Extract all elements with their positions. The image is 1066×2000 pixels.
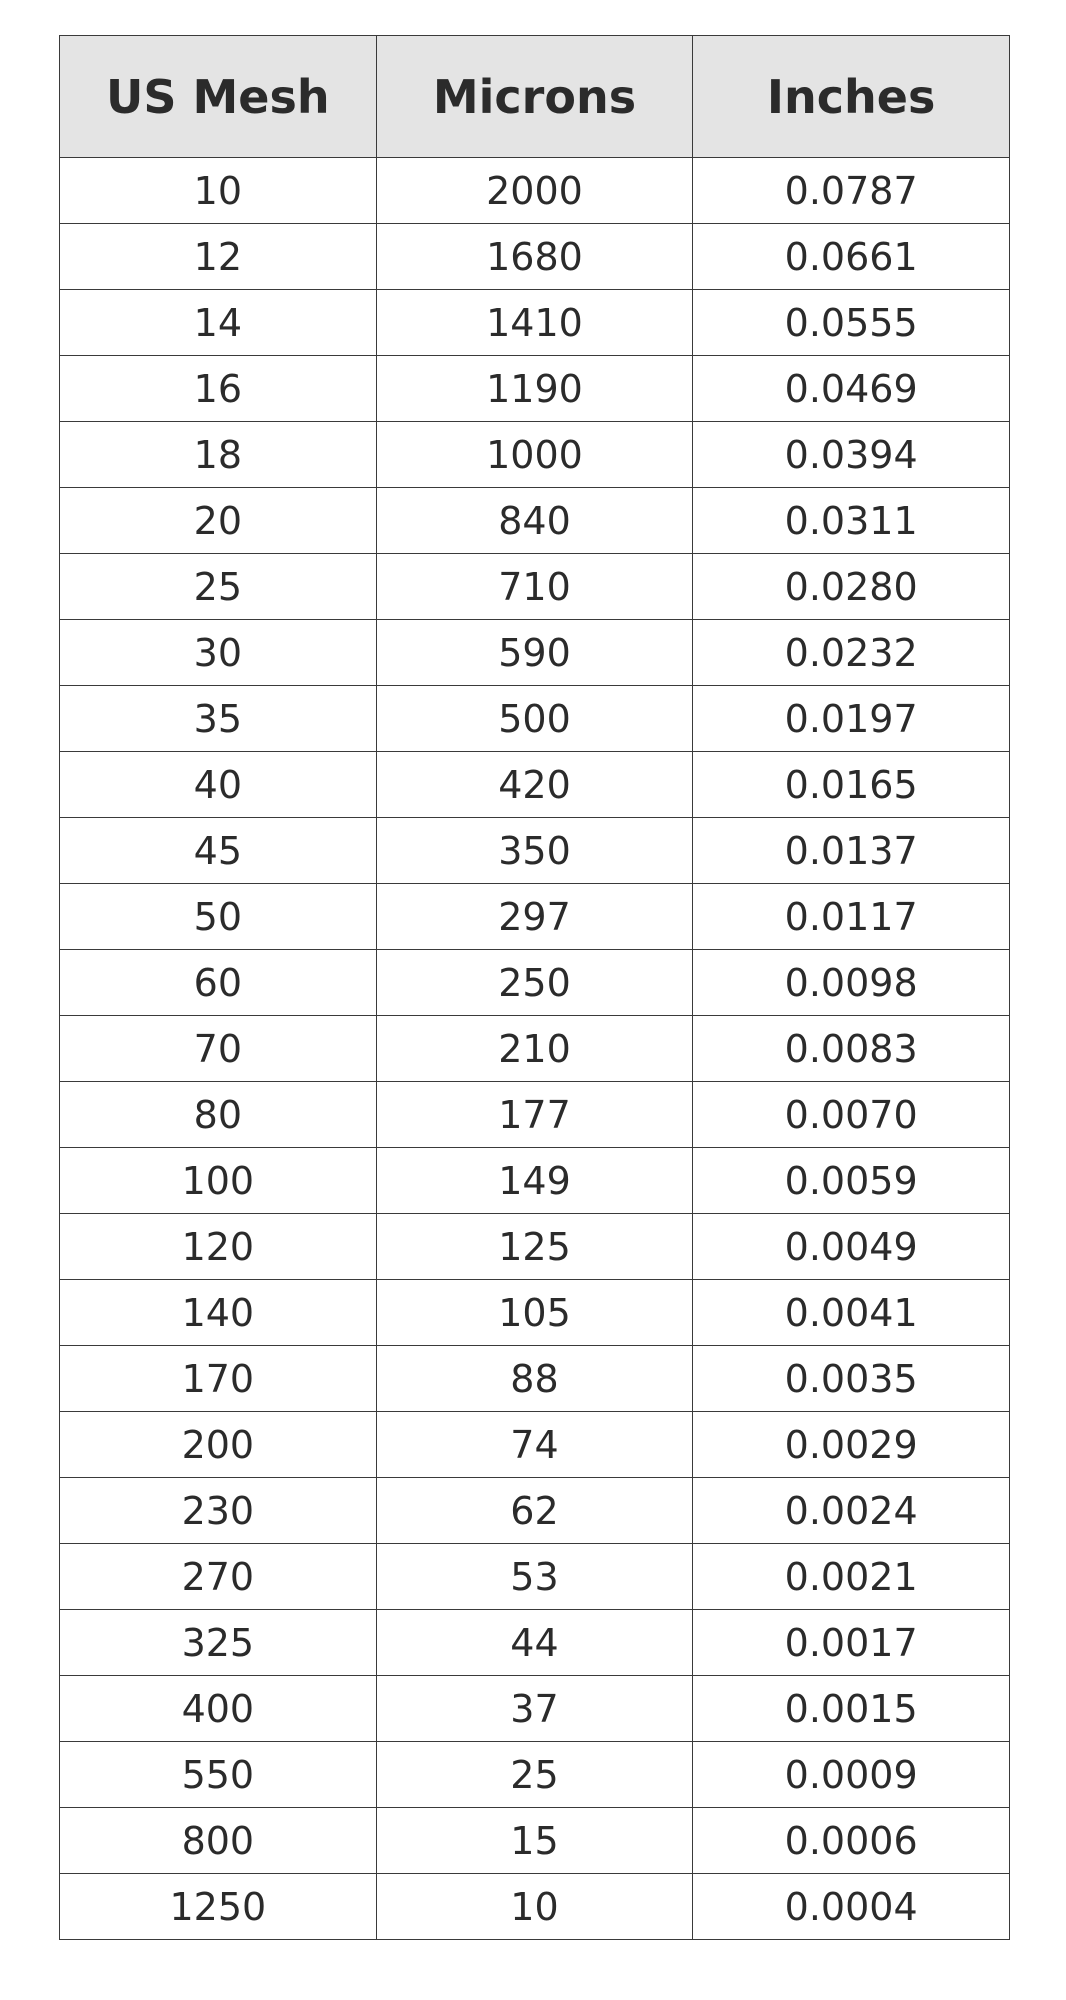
table-row [60,686,1010,752]
table-row [60,488,1010,554]
table-row [60,1346,1010,1412]
mesh-conversion-table [59,35,1010,1940]
inches-cell: 0.0070 [693,1082,1010,1148]
table-row [60,884,1010,950]
microns-cell: 10 [376,1874,693,1940]
us-mesh-cell: 270 [60,1544,377,1610]
us-mesh-cell: 200 [60,1412,377,1478]
inches-cell: 0.0280 [693,554,1010,620]
inches-cell: 0.0024 [693,1478,1010,1544]
us-mesh-cell: 25 [60,554,377,620]
microns-cell: 250 [376,950,693,1016]
us-mesh-cell: 100 [60,1148,377,1214]
table-row [60,356,1010,422]
us-mesh-cell: 120 [60,1214,377,1280]
us-mesh-cell: 800 [60,1808,377,1874]
microns-cell: 1190 [376,356,693,422]
microns-cell: 177 [376,1082,693,1148]
microns-cell: 420 [376,752,693,818]
microns-cell: 1000 [376,422,693,488]
microns-cell: 840 [376,488,693,554]
header-microns: Microns [376,36,693,158]
microns-cell: 350 [376,818,693,884]
table-row [60,290,1010,356]
microns-cell: 1680 [376,224,693,290]
table-row [60,1808,1010,1874]
inches-cell: 0.0787 [693,158,1010,224]
inches-cell: 0.0098 [693,950,1010,1016]
table-row [60,1412,1010,1478]
microns-cell: 88 [376,1346,693,1412]
table-row [60,1544,1010,1610]
inches-cell: 0.0469 [693,356,1010,422]
inches-cell: 0.0197 [693,686,1010,752]
us-mesh-cell: 20 [60,488,377,554]
table-body [60,158,1010,1940]
table-row [60,554,1010,620]
microns-cell: 210 [376,1016,693,1082]
table-row [60,1676,1010,1742]
us-mesh-cell: 80 [60,1082,377,1148]
table-row [60,752,1010,818]
us-mesh-cell: 35 [60,686,377,752]
inches-cell: 0.0117 [693,884,1010,950]
table-row [60,1874,1010,1940]
inches-cell: 0.0059 [693,1148,1010,1214]
inches-cell: 0.0137 [693,818,1010,884]
us-mesh-cell: 50 [60,884,377,950]
inches-cell: 0.0029 [693,1412,1010,1478]
inches-cell: 0.0009 [693,1742,1010,1808]
us-mesh-cell: 1250 [60,1874,377,1940]
inches-cell: 0.0661 [693,224,1010,290]
microns-cell: 25 [376,1742,693,1808]
microns-cell: 710 [376,554,693,620]
inches-cell: 0.0035 [693,1346,1010,1412]
table-row [60,1214,1010,1280]
table-row [60,950,1010,1016]
us-mesh-cell: 140 [60,1280,377,1346]
us-mesh-cell: 550 [60,1742,377,1808]
table-row [60,1610,1010,1676]
inches-cell: 0.0021 [693,1544,1010,1610]
inches-cell: 0.0232 [693,620,1010,686]
us-mesh-cell: 10 [60,158,377,224]
inches-cell: 0.0555 [693,290,1010,356]
microns-cell: 590 [376,620,693,686]
inches-cell: 0.0165 [693,752,1010,818]
table-row [60,1148,1010,1214]
us-mesh-cell: 60 [60,950,377,1016]
us-mesh-cell: 230 [60,1478,377,1544]
microns-cell: 37 [376,1676,693,1742]
inches-cell: 0.0015 [693,1676,1010,1742]
us-mesh-cell: 170 [60,1346,377,1412]
microns-cell: 500 [376,686,693,752]
microns-cell: 62 [376,1478,693,1544]
microns-cell: 125 [376,1214,693,1280]
inches-cell: 0.0049 [693,1214,1010,1280]
microns-cell: 44 [376,1610,693,1676]
microns-cell: 53 [376,1544,693,1610]
us-mesh-cell: 40 [60,752,377,818]
us-mesh-cell: 45 [60,818,377,884]
header-us-mesh: US Mesh [60,36,377,158]
inches-cell: 0.0004 [693,1874,1010,1940]
us-mesh-cell: 400 [60,1676,377,1742]
inches-cell: 0.0041 [693,1280,1010,1346]
us-mesh-cell: 70 [60,1016,377,1082]
table-row [60,1478,1010,1544]
microns-cell: 149 [376,1148,693,1214]
us-mesh-cell: 30 [60,620,377,686]
inches-cell: 0.0006 [693,1808,1010,1874]
us-mesh-cell: 12 [60,224,377,290]
us-mesh-cell: 18 [60,422,377,488]
header-inches: Inches [693,36,1010,158]
table-row [60,1280,1010,1346]
table-row [60,1016,1010,1082]
header-row [60,36,1010,158]
microns-cell: 297 [376,884,693,950]
table-row [60,1082,1010,1148]
table-row [60,422,1010,488]
microns-cell: 2000 [376,158,693,224]
mesh-conversion-table-container [59,35,1009,1940]
microns-cell: 1410 [376,290,693,356]
table-row [60,224,1010,290]
inches-cell: 0.0394 [693,422,1010,488]
inches-cell: 0.0311 [693,488,1010,554]
us-mesh-cell: 14 [60,290,377,356]
microns-cell: 105 [376,1280,693,1346]
us-mesh-cell: 16 [60,356,377,422]
microns-cell: 74 [376,1412,693,1478]
us-mesh-cell: 325 [60,1610,377,1676]
table-row [60,158,1010,224]
microns-cell: 15 [376,1808,693,1874]
inches-cell: 0.0083 [693,1016,1010,1082]
table-header [60,36,1010,158]
table-row [60,620,1010,686]
inches-cell: 0.0017 [693,1610,1010,1676]
table-row [60,818,1010,884]
table-row [60,1742,1010,1808]
